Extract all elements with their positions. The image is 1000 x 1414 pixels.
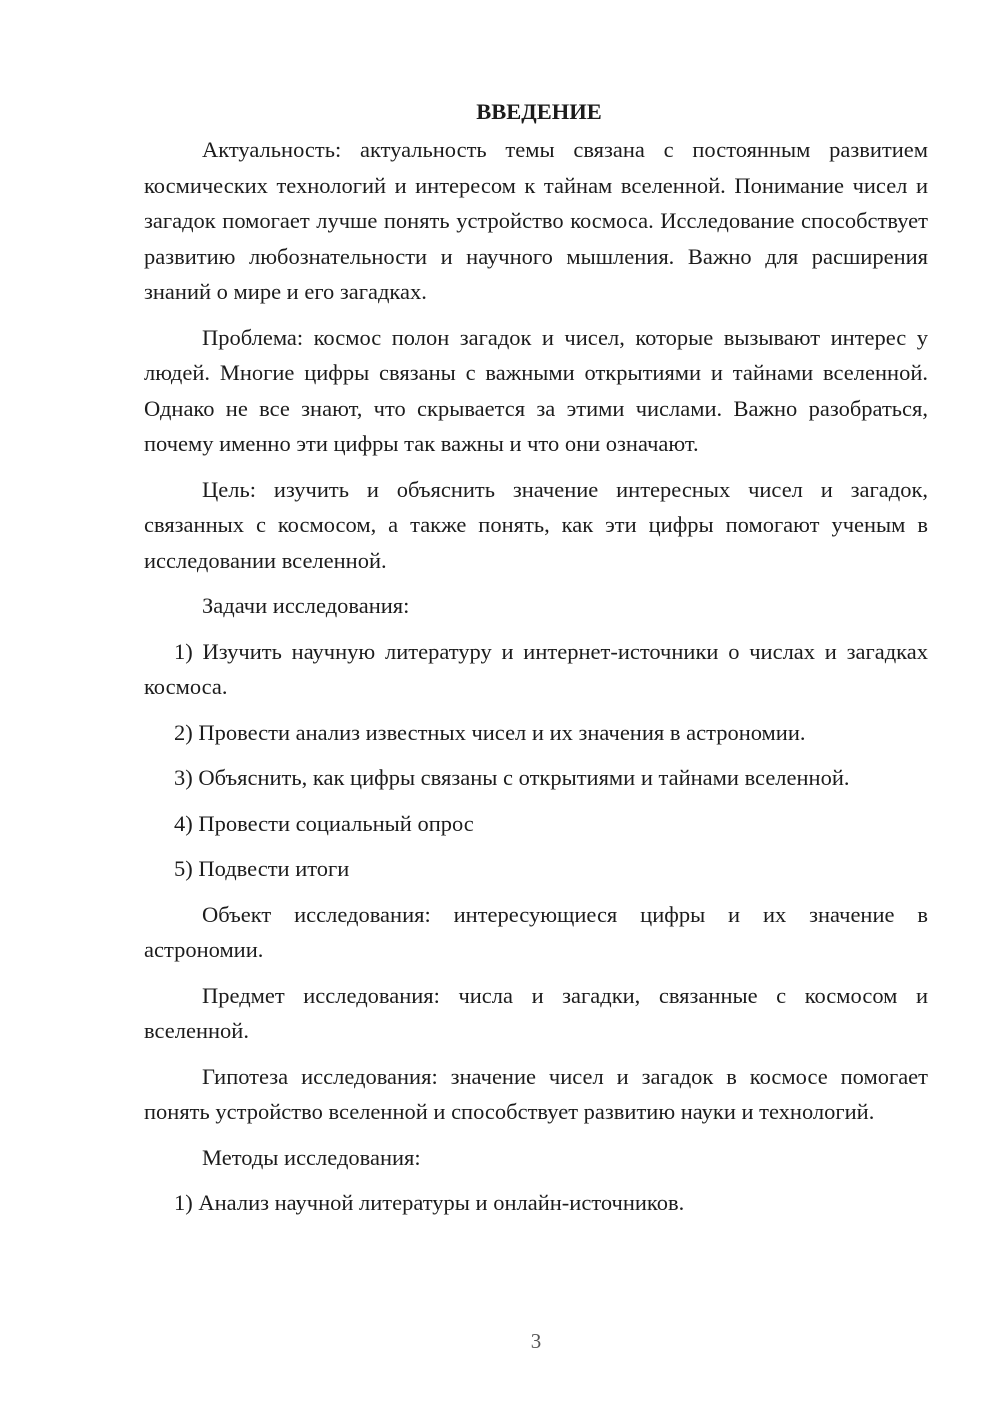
task-item-5: 5) Подвести итоги	[174, 856, 350, 881]
page-title: ВВЕДЕНИЕ	[476, 99, 602, 124]
page-number: 3	[530, 1329, 542, 1353]
page-content	[144, 96, 928, 1231]
task-item-4: 4) Провести социальный опрос	[174, 810, 474, 836]
hypothesis-paragraph: Гипотеза исследования: значение чисел и загадок в космосе помогает понять устройство вселенной и способствует развитию науки и технологий.	[144, 1063, 928, 1124]
problem-paragraph: Проблема: космос полон загадок и чисел, которые вызывают интерес у людей. Многие цифры связаны с важными открытиями и тайнами вселенной. Однако не все знают, что скрывается за этими числами. Важно разобраться, почему именно эти цифры так важны и что они означают.	[144, 324, 928, 456]
object-paragraph: Объект исследования: интересующиеся цифры и их значение в астрономии.	[144, 901, 928, 962]
task-item-1: 1) Изучить научную литературу и интернет-источники о числах и загадках космоса.	[144, 638, 928, 699]
subject-paragraph: Предмет исследования: числа и загадки, связанные с космосом и вселенной.	[144, 982, 928, 1043]
relevance-paragraph: Актуальность: актуальность темы связана с постоянным развитием космических технологий и интересом к тайнам вселенной. Понимание чисел и загадок помогает лучше понять устройство космоса. Исследование способствует развитию любознательности и научного мышления. Важно для расширения знаний о мире и его загадках.	[144, 137, 928, 304]
method-item-1: 1) Анализ научной литературы и онлайн-источников.	[174, 1190, 685, 1215]
task-item-2: 2) Провести анализ известных чисел и их значения в астрономии.	[174, 719, 806, 745]
task-item-3: 3) Объяснить, как цифры связаны с открытиями и тайнами вселенной.	[174, 765, 850, 790]
goal-paragraph: Цель: изучить и объяснить значение интересных чисел и загадок, связанных с космосом, а также понять, как эти цифры помогают ученым в исследовании вселенной.	[144, 476, 928, 573]
methods-heading: Методы исследования:	[202, 1144, 421, 1170]
tasks-heading: Задачи исследования:	[202, 593, 410, 618]
